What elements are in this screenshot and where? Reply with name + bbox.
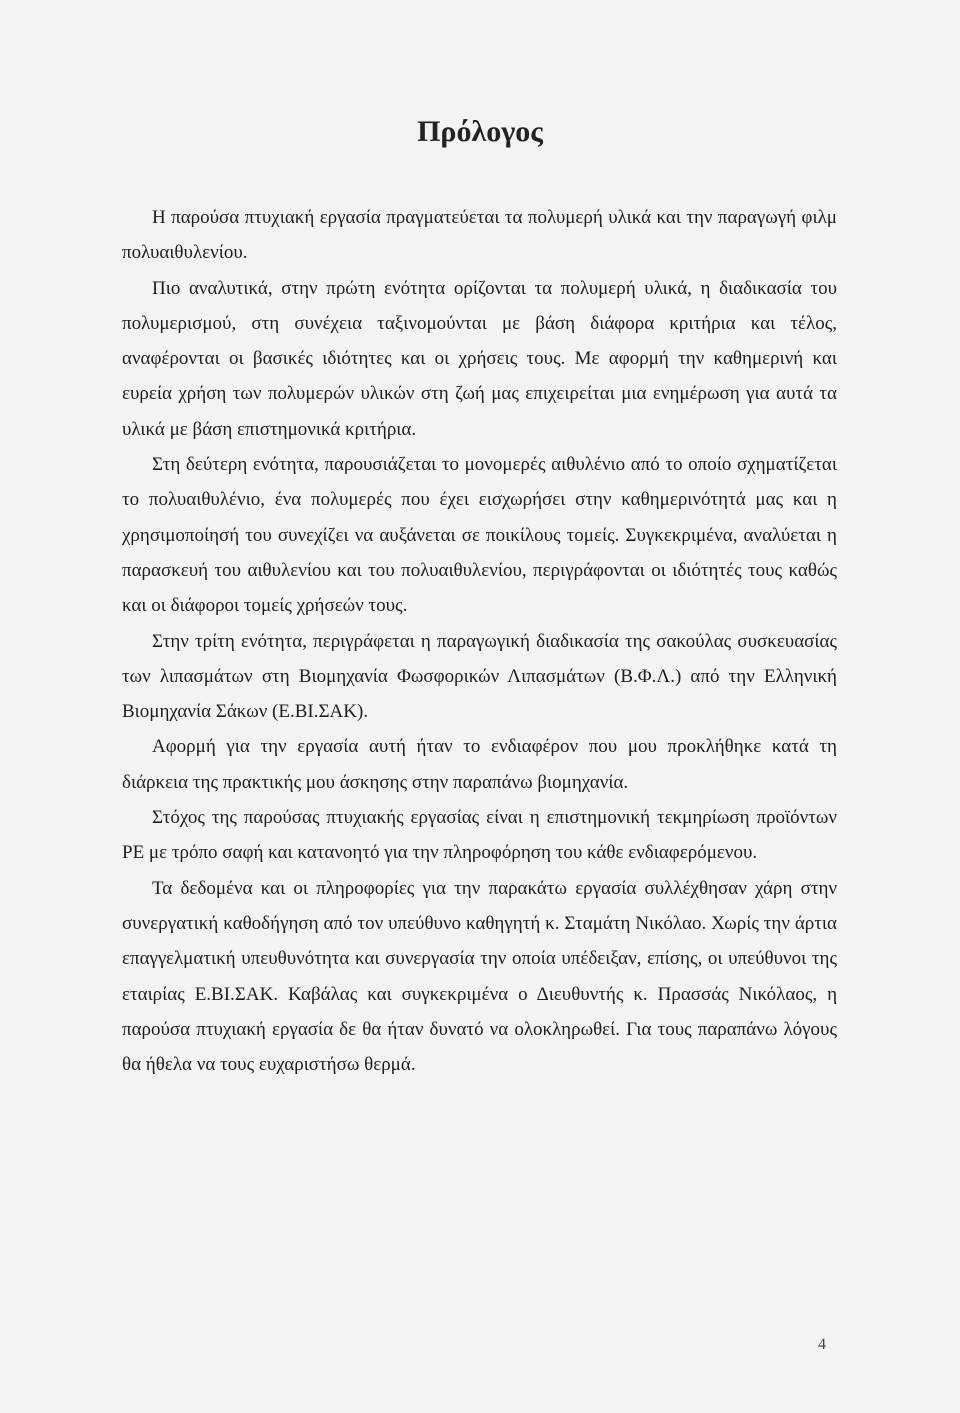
paragraph: Η παρούσα πτυχιακή εργασία πραγματεύεται τα πολυμερή υλικά και την παραγωγή φιλμ πολυαιθυλενίου.	[122, 207, 837, 264]
page-title: Πρόλογος	[417, 115, 543, 148]
paragraph: Αφορμή για την εργασία αυτή ήταν το ενδιαφέρον που μου προκλήθηκε κατά τη διάρκεια της πρακτικής μου άσκησης στην παραπάνω βιομηχανία.	[122, 736, 837, 793]
paragraph: Στην τρίτη ενότητα, περιγράφεται η παραγωγική διαδικασία της σακούλας συσκευασίας των λιπασμάτων στη Βιομηχανία Φωσφορικών Λιπασμάτων (Β.Φ.Λ.) από την Ελληνική Βιομηχανία Σάκων (Ε.ΒΙ.ΣΑΚ).	[122, 630, 837, 723]
paragraph: Στόχος της παρούσας πτυχιακής εργασίας είναι η επιστημονική τεκμηρίωση προϊόντων ΡΕ με τρόπο σαφή και κατανοητό για την πληροφόρηση του κάθε ενδιαφερόμενου.	[122, 807, 837, 864]
page-number: 4	[818, 1336, 826, 1353]
paragraph: Πιο αναλυτικά, στην πρώτη ενότητα ορίζονται τα πολυμερή υλικά, η διαδικασία του πολυμερισμού, στη συνέχεια ταξινομούνται με βάση διάφορα κριτήρια και τέλος, αναφέρονται οι βασικές ιδιότητες και οι χρήσεις τους. Με αφορμή την καθημερινή και ευρεία χρήση των πολυμερών υλικών στη ζωή μας επιχειρείται μια ενημέρωση για αυτά τα υλικά με βάση επιστημονικά κριτήρια.	[122, 277, 837, 440]
paragraph: Τα δεδομένα και οι πληροφορίες για την παρακάτω εργασία συλλέχθησαν χάρη στην συνεργατική καθοδήγηση από τον υπεύθυνο καθηγητή κ. Σταμάτη Νικόλαο. Χωρίς την άρτια επαγγελματική υπευθυνότητα και συνεργασία την οποία υπέδειξαν, επίσης, οι υπεύθυνοι της εταιρίας Ε.ΒΙ.ΣΑΚ. Καβάλας και συγκεκριμένα ο Διευθυντής κ. Πρασσάς Νικόλαος, η παρούσα πτυχιακή εργασία δε θα ήταν δυνατό να ολοκληρωθεί. Για τους παραπάνω λόγους θα ήθελα να τους ευχαριστήσω θερμά.	[122, 877, 837, 1076]
paragraph: Στη δεύτερη ενότητα, παρουσιάζεται το μονομερές αιθυλένιο από το οποίο σχηματίζεται το πολυαιθυλένιο, ένα πολυμερές που έχει εισχωρήσει στην καθημερινότητά μας και η χρησιμοποίησή του συνεχίζει να αυξάνεται σε ποικίλους τομείς. Συγκεκριμένα, αναλύεται η παρασκευή του αιθυλενίου και του πολυαιθυλενίου, περιγράφονται οι ιδιότητές τους καθώς και οι διάφοροι τομείς χρήσεών τους.	[122, 454, 837, 617]
body-text	[122, 200, 837, 1082]
